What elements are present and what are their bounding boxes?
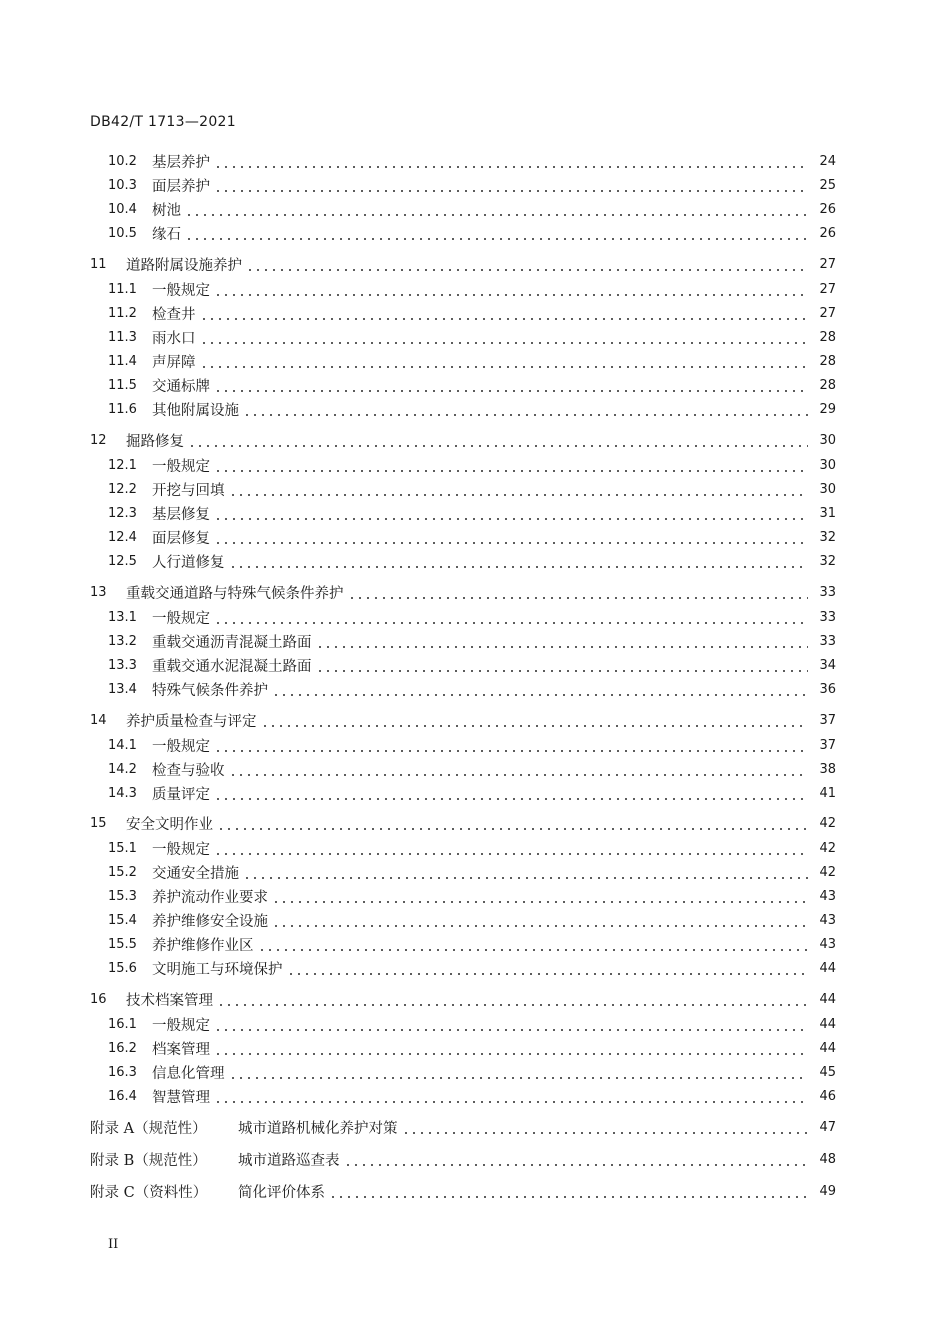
toc-entry-title: 档案管理 [152, 1041, 210, 1058]
toc-entry-number: 11 [90, 256, 107, 272]
toc-entry-number: 14.3 [108, 785, 137, 801]
toc-entry-title: 一般规定 [152, 610, 210, 627]
dot-leader [185, 202, 808, 216]
toc-entry-page: 42 [819, 864, 836, 880]
toc-entry-number: 14.2 [108, 761, 137, 777]
toc-entry[interactable] [90, 957, 836, 979]
toc-entry-page: 28 [819, 377, 836, 393]
toc-entry-number: 14.1 [108, 737, 137, 753]
toc-entry-title: 一般规定 [152, 282, 210, 299]
toc-entry-page: 27 [819, 305, 836, 321]
toc-entry-number: 12.1 [108, 457, 137, 473]
toc-entry-number: 14 [90, 712, 107, 728]
toc-entry[interactable] [90, 885, 836, 907]
toc-entry-page: 27 [819, 281, 836, 297]
dot-leader [214, 1017, 808, 1031]
dot-leader [217, 992, 808, 1006]
toc-entry[interactable] [90, 1037, 836, 1059]
toc-entry-number: 15.1 [108, 840, 137, 856]
toc-entry-number: 12.4 [108, 529, 137, 545]
dot-leader [258, 937, 809, 951]
dot-leader [316, 634, 809, 648]
toc-entry-title: 城市道路巡查表 [238, 1152, 340, 1169]
toc-entry[interactable] [90, 678, 836, 700]
toc-entry-title: 人行道修复 [152, 554, 225, 571]
toc-entry-number: 12 [90, 432, 107, 448]
toc-entry-page: 37 [819, 712, 836, 728]
toc-entry-number: 10.4 [108, 201, 137, 217]
dot-leader [200, 354, 809, 368]
dot-leader [272, 682, 808, 696]
toc-entry-page: 30 [819, 432, 836, 448]
toc-entry-page: 45 [819, 1064, 836, 1080]
toc-entry[interactable] [90, 150, 836, 172]
toc-entry-page: 43 [819, 912, 836, 928]
toc-entry-number: 10.5 [108, 225, 137, 241]
dot-leader [214, 282, 808, 296]
toc-entry-title: 交通安全措施 [152, 865, 239, 882]
toc-entry-page: 25 [819, 177, 836, 193]
toc-entry[interactable] [90, 502, 836, 524]
toc-entry[interactable] [90, 606, 836, 628]
toc-entry[interactable] [90, 174, 836, 196]
toc-entry[interactable] [90, 1116, 836, 1138]
toc-entry[interactable] [90, 429, 836, 451]
toc-entry-title: 基层修复 [152, 506, 210, 523]
toc-entry-title: 养护维修安全设施 [152, 913, 268, 930]
toc-entry[interactable] [90, 526, 836, 548]
toc-entry[interactable] [90, 709, 836, 731]
toc-entry[interactable] [90, 988, 836, 1010]
toc-entry-page: 44 [819, 1016, 836, 1032]
toc-entry[interactable] [90, 758, 836, 780]
toc-entry-title: 智慧管理 [152, 1089, 210, 1106]
toc-entry-page: 43 [819, 936, 836, 952]
dot-leader [329, 1184, 808, 1198]
toc-entry-page: 48 [819, 1151, 836, 1167]
toc-entry[interactable] [90, 302, 836, 324]
toc-entry-number: 11.4 [108, 353, 137, 369]
toc-entry-page: 44 [819, 960, 836, 976]
toc-entry-number: 12.3 [108, 505, 137, 521]
page-number: II [108, 1237, 119, 1252]
toc-entry[interactable] [90, 253, 836, 275]
dot-leader [214, 530, 808, 544]
toc-entry[interactable] [90, 1148, 836, 1170]
toc-entry-title: 一般规定 [152, 841, 210, 858]
toc-entry-title: 简化评价体系 [238, 1184, 325, 1201]
toc-entry-number: 13.1 [108, 609, 137, 625]
dot-leader [229, 554, 809, 568]
toc-entry-page: 28 [819, 353, 836, 369]
toc-entry-number: 15.4 [108, 912, 137, 928]
dot-leader [200, 330, 809, 344]
toc-entry-title: 养护质量检查与评定 [126, 713, 257, 730]
toc-entry-title: 养护维修作业区 [152, 937, 254, 954]
dot-leader [316, 658, 809, 672]
dot-leader [214, 178, 808, 192]
standard-code: DB42/T 1713—2021 [90, 114, 236, 130]
toc-entry-number: 11.3 [108, 329, 137, 345]
dot-leader [261, 713, 809, 727]
toc-entry-page: 28 [819, 329, 836, 345]
toc-entry[interactable] [90, 630, 836, 652]
dot-leader [243, 865, 808, 879]
toc-entry-title: 检查井 [152, 306, 196, 323]
toc-entry-page: 47 [819, 1119, 836, 1135]
toc-entry-title: 养护流动作业要求 [152, 889, 268, 906]
dot-leader [214, 786, 808, 800]
toc-entry-page: 31 [819, 505, 836, 521]
toc-entry-page: 29 [819, 401, 836, 417]
toc-entry-page: 33 [819, 609, 836, 625]
dot-leader [348, 585, 809, 599]
toc-entry-number: 16.3 [108, 1064, 137, 1080]
toc-entry-title: 质量评定 [152, 786, 210, 803]
toc-entry-page: 44 [819, 1040, 836, 1056]
toc-entry-number: 12.2 [108, 481, 137, 497]
toc-entry-title: 重载交通沥青混凝土路面 [152, 634, 312, 651]
toc-entry-title: 缘石 [152, 226, 181, 243]
toc-entry-title: 一般规定 [152, 458, 210, 475]
toc-entry[interactable] [90, 1180, 836, 1202]
toc-entry-title: 一般规定 [152, 1017, 210, 1034]
toc-entry-page: 36 [819, 681, 836, 697]
toc-entry-number: 附录 C（资料性） [90, 1184, 208, 1201]
toc-entry-number: 13 [90, 584, 107, 600]
toc-entry-title: 安全文明作业 [126, 816, 213, 833]
toc-entry-title: 其他附属设施 [152, 402, 239, 419]
toc-entry-title: 技术档案管理 [126, 992, 213, 1009]
dot-leader [200, 306, 809, 320]
toc-entry[interactable] [90, 654, 836, 676]
dot-leader [214, 506, 808, 520]
dot-leader [214, 378, 808, 392]
toc-entry-page: 46 [819, 1088, 836, 1104]
toc-entry-number: 15.3 [108, 888, 137, 904]
toc-entry[interactable] [90, 222, 836, 244]
toc-entry-title: 检查与验收 [152, 762, 225, 779]
toc-entry[interactable] [90, 861, 836, 883]
toc-entry-page: 32 [819, 553, 836, 569]
toc-entry-title: 交通标牌 [152, 378, 210, 395]
dot-leader [214, 1041, 808, 1055]
dot-leader [272, 889, 808, 903]
toc-entry-title: 信息化管理 [152, 1065, 225, 1082]
dot-leader [229, 482, 809, 496]
dot-leader [344, 1152, 809, 1166]
toc-entry[interactable] [90, 454, 836, 476]
toc-entry[interactable] [90, 398, 836, 420]
toc-entry-number: 附录 B（规范性） [90, 1152, 207, 1169]
toc-entry[interactable] [90, 550, 836, 572]
toc-entry[interactable] [90, 837, 836, 859]
dot-leader [287, 961, 809, 975]
toc-entry[interactable] [90, 1061, 836, 1083]
dot-leader [243, 402, 808, 416]
dot-leader [214, 841, 808, 855]
dot-leader [246, 257, 808, 271]
toc-entry-title: 树池 [152, 202, 181, 219]
dot-leader [214, 1089, 808, 1103]
toc-entry-number: 11.1 [108, 281, 137, 297]
toc-entry[interactable] [90, 1085, 836, 1107]
toc-entry-page: 44 [819, 991, 836, 1007]
dot-leader [229, 762, 809, 776]
toc-entry-number: 13.2 [108, 633, 137, 649]
toc-entry-number: 11.5 [108, 377, 137, 393]
toc-entry-title: 声屏障 [152, 354, 196, 371]
toc-entry[interactable] [90, 198, 836, 220]
toc-entry-page: 26 [819, 225, 836, 241]
toc-entry-title: 面层养护 [152, 178, 210, 195]
toc-entry[interactable] [90, 734, 836, 756]
toc-entry-title: 重载交通水泥混凝土路面 [152, 658, 312, 675]
dot-leader [185, 226, 808, 240]
toc-entry-page: 24 [819, 153, 836, 169]
toc-entry-page: 43 [819, 888, 836, 904]
toc-entry-page: 30 [819, 457, 836, 473]
toc-entry-title: 城市道路机械化养护对策 [238, 1120, 398, 1137]
toc-entry[interactable] [90, 909, 836, 931]
toc-entry-title: 一般规定 [152, 738, 210, 755]
dot-leader [402, 1120, 809, 1134]
toc-entry-page: 49 [819, 1183, 836, 1199]
toc-entry-number: 10.3 [108, 177, 137, 193]
toc-entry-title: 基层养护 [152, 154, 210, 171]
dot-leader [214, 458, 808, 472]
toc-entry-page: 42 [819, 815, 836, 831]
toc-entry-number: 11.6 [108, 401, 137, 417]
toc-entry-number: 10.2 [108, 153, 137, 169]
toc-entry-number: 15.6 [108, 960, 137, 976]
toc-entry-page: 37 [819, 737, 836, 753]
toc-entry-page: 38 [819, 761, 836, 777]
toc-entry-number: 16.1 [108, 1016, 137, 1032]
toc-entry-number: 16 [90, 991, 107, 1007]
toc-entry-page: 41 [819, 785, 836, 801]
toc-entry-page: 27 [819, 256, 836, 272]
toc-entry-number: 13.3 [108, 657, 137, 673]
toc-entry-title: 雨水口 [152, 330, 196, 347]
toc-entry[interactable] [90, 478, 836, 500]
toc-entry-number: 11.2 [108, 305, 137, 321]
dot-leader [217, 816, 808, 830]
toc-entry-title: 文明施工与环境保护 [152, 961, 283, 978]
toc-entry-page: 26 [819, 201, 836, 217]
toc-entry-title: 掘路修复 [126, 433, 184, 450]
toc-entry[interactable] [90, 812, 836, 834]
toc-entry[interactable] [90, 350, 836, 372]
toc-entry-page: 33 [819, 633, 836, 649]
toc-entry-page: 33 [819, 584, 836, 600]
toc-entry-title: 面层修复 [152, 530, 210, 547]
toc-entry-number: 15 [90, 815, 107, 831]
toc-entry[interactable] [90, 374, 836, 396]
toc-entry-page: 34 [819, 657, 836, 673]
toc-entry-number: 13.4 [108, 681, 137, 697]
dot-leader [229, 1065, 809, 1079]
dot-leader [214, 610, 808, 624]
toc-entry-title: 重载交通道路与特殊气候条件养护 [126, 585, 344, 602]
toc-entry-number: 附录 A（规范性） [90, 1120, 207, 1137]
toc-entry[interactable] [90, 1013, 836, 1035]
dot-leader [272, 913, 808, 927]
toc-entry[interactable] [90, 933, 836, 955]
toc-entry[interactable] [90, 278, 836, 300]
dot-leader [188, 433, 808, 447]
toc-entry[interactable] [90, 326, 836, 348]
toc-entry-number: 15.5 [108, 936, 137, 952]
dot-leader [214, 738, 808, 752]
toc-entry-title: 开挖与回填 [152, 482, 225, 499]
toc-entry-number: 16.2 [108, 1040, 137, 1056]
toc-entry-page: 30 [819, 481, 836, 497]
toc-entry[interactable] [90, 581, 836, 603]
dot-leader [214, 154, 808, 168]
toc-entry-page: 32 [819, 529, 836, 545]
toc-entry[interactable] [90, 782, 836, 804]
toc-entry-number: 15.2 [108, 864, 137, 880]
toc-entry-page: 42 [819, 840, 836, 856]
toc-entry-title: 道路附属设施养护 [126, 257, 242, 274]
toc-entry-number: 16.4 [108, 1088, 137, 1104]
toc-entry-title: 特殊气候条件养护 [152, 682, 268, 699]
toc-entry-number: 12.5 [108, 553, 137, 569]
